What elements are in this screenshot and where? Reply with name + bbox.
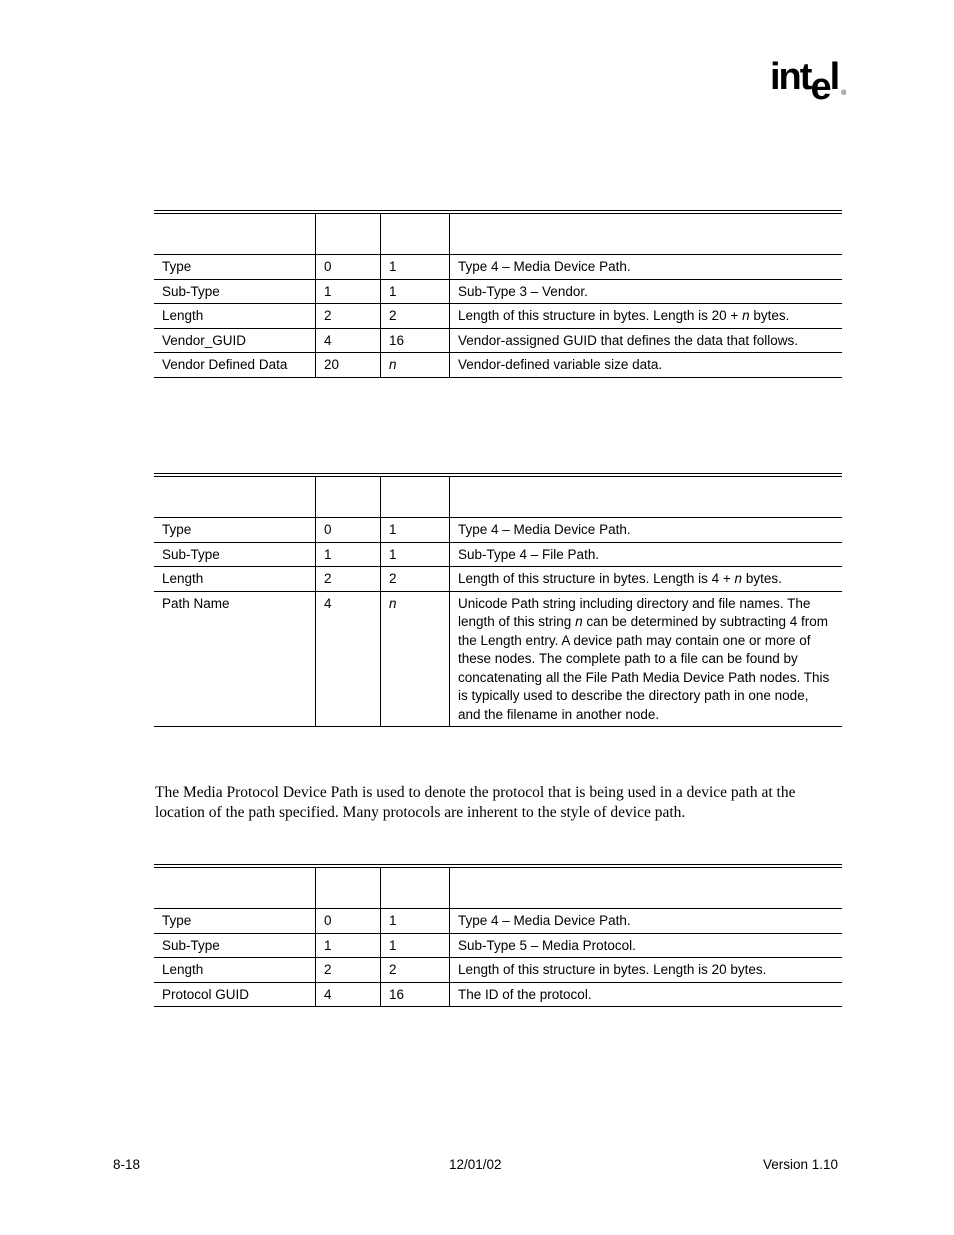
table-row: [154, 542, 842, 567]
field-length: 1: [381, 909, 450, 934]
field-length: 1: [381, 279, 450, 304]
field-description: Sub-Type 5 – Media Protocol.: [450, 933, 843, 958]
field-length: 16: [381, 982, 450, 1007]
table-row: [154, 279, 842, 304]
field-offset: 0: [316, 255, 381, 280]
field-description: Unicode Path string including directory and file names. The length of this string n can be determined by subtracting 4 from the Length entry. A device path may contain one or more of these nodes. The complete path to a file can be found by concatenating all the File Path Media Device Path nodes. This is typically used to describe the directory path in one node, and the filename in another node.: [450, 591, 843, 727]
field-length: 1: [381, 255, 450, 280]
field-mnemonic: Type: [154, 518, 316, 543]
field-offset: 20: [316, 353, 381, 378]
field-length: 2: [381, 304, 450, 329]
field-length: 16: [381, 328, 450, 353]
footer-version: Version 1.10: [763, 1157, 839, 1172]
media-protocol-paragraph: The Media Protocol Device Path is used to denote the protocol that is being used in a device path at the location of the path specified. Many protocols are inherent to the style of device path.: [155, 784, 796, 821]
media-protocol-device-path-table: [154, 864, 842, 1007]
field-description: Vendor-assigned GUID that defines the data that follows.: [450, 328, 843, 353]
field-offset: 4: [316, 982, 381, 1007]
field-description: The ID of the protocol.: [450, 982, 843, 1007]
table-row: [154, 353, 842, 378]
table-row: [154, 909, 842, 934]
footer-date: 12/01/02: [449, 1157, 502, 1172]
field-mnemonic: Vendor Defined Data: [154, 353, 316, 378]
field-offset: 0: [316, 909, 381, 934]
table-row: [154, 328, 842, 353]
table-row: [154, 982, 842, 1007]
field-length: 2: [381, 567, 450, 592]
field-description: Length of this structure in bytes. Length is 20 + n bytes.: [450, 304, 843, 329]
field-offset: 2: [316, 567, 381, 592]
vendor-device-path-table: [154, 210, 842, 378]
field-offset: 1: [316, 279, 381, 304]
field-description: Type 4 – Media Device Path.: [450, 518, 843, 543]
footer-page-number: 8-18: [113, 1157, 141, 1172]
table-row: [154, 958, 842, 983]
field-length: 1: [381, 518, 450, 543]
field-description: Type 4 – Media Device Path.: [450, 909, 843, 934]
field-offset: 2: [316, 958, 381, 983]
field-mnemonic: Sub-Type: [154, 933, 316, 958]
field-offset: 2: [316, 304, 381, 329]
table-row: [154, 591, 842, 727]
field-mnemonic: Type: [154, 255, 316, 280]
field-mnemonic: Sub-Type: [154, 542, 316, 567]
field-mnemonic: Length: [154, 567, 316, 592]
table-row: [154, 304, 842, 329]
table-row: [154, 518, 842, 543]
field-length: n: [381, 591, 450, 727]
field-offset: 1: [316, 933, 381, 958]
table-row: [154, 933, 842, 958]
field-mnemonic: Type: [154, 909, 316, 934]
field-length: n: [381, 353, 450, 378]
field-mnemonic: Sub-Type: [154, 279, 316, 304]
field-description: Sub-Type 3 – Vendor.: [450, 279, 843, 304]
field-length: 1: [381, 933, 450, 958]
table-row: [154, 567, 842, 592]
field-offset: 4: [316, 328, 381, 353]
field-description: Type 4 – Media Device Path.: [450, 255, 843, 280]
field-length: 1: [381, 542, 450, 567]
field-mnemonic: Vendor_GUID: [154, 328, 316, 353]
field-mnemonic: Protocol GUID: [154, 982, 316, 1007]
field-offset: 4: [316, 591, 381, 727]
field-description: Sub-Type 4 – File Path.: [450, 542, 843, 567]
field-offset: 0: [316, 518, 381, 543]
field-mnemonic: Length: [154, 958, 316, 983]
field-length: 2: [381, 958, 450, 983]
field-mnemonic: Path Name: [154, 591, 316, 727]
field-offset: 1: [316, 542, 381, 567]
field-description: Length of this structure in bytes. Length is 20 bytes.: [450, 958, 843, 983]
intel-logo: intel ®: [770, 56, 847, 108]
field-description: Length of this structure in bytes. Length is 4 + n bytes.: [450, 567, 843, 592]
field-mnemonic: Length: [154, 304, 316, 329]
field-description: Vendor-defined variable size data.: [450, 353, 843, 378]
table-row: [154, 255, 842, 280]
file-path-device-path-table: [154, 473, 842, 727]
